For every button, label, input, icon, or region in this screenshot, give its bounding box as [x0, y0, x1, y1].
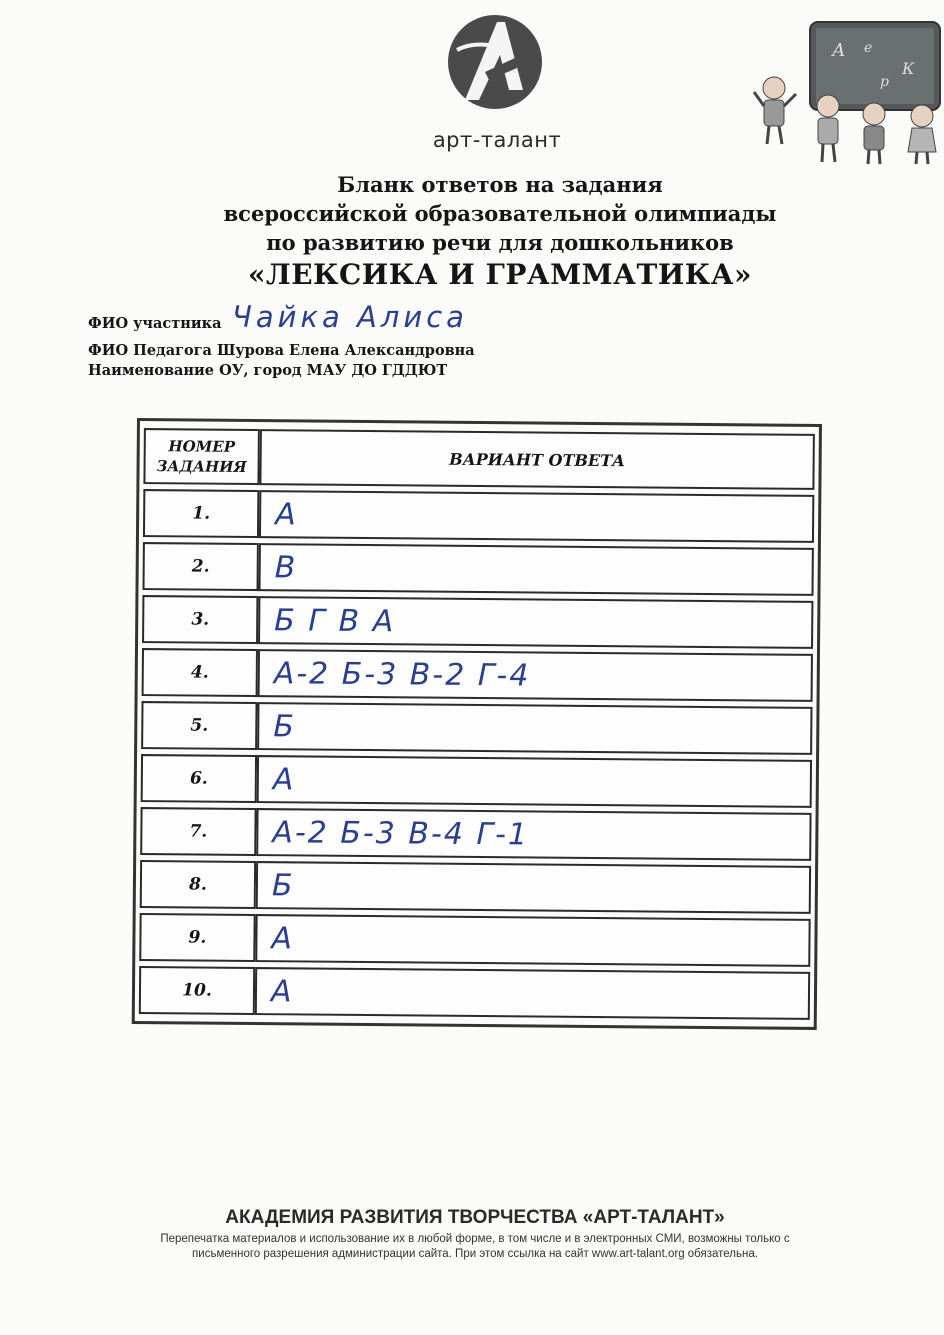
organization-label: Наименование ОУ, город: [88, 362, 302, 379]
answer-handwritten: А: [259, 490, 814, 543]
task-number: 7.: [140, 807, 256, 856]
brand-name: арт-талант: [432, 128, 562, 152]
footer-title: АКАДЕМИЯ РАЗВИТИЯ ТВОРЧЕСТВА «АРТ-ТАЛАНТ»: [225, 1207, 725, 1228]
table-row: [142, 595, 813, 649]
participant-name-handwritten: Чайка Алиса: [232, 300, 468, 334]
task-number: 6.: [141, 754, 257, 803]
table-row: [139, 913, 810, 967]
organization-field: [88, 362, 447, 379]
art-talant-logo: [445, 10, 545, 115]
footer-note: [100, 1232, 850, 1262]
teacher-field: [88, 342, 475, 359]
title-line-2: всероссийской образовательной олимпиады: [223, 201, 777, 226]
task-number: 2.: [142, 542, 258, 591]
table-row: [141, 701, 812, 755]
answer-handwritten: А: [255, 914, 810, 967]
answer-handwritten: А-2 Б-3 В-2 Г-4: [258, 649, 813, 702]
table-row: [141, 754, 812, 808]
task-number: 5.: [141, 701, 257, 750]
participant-label: ФИО участника: [88, 315, 222, 332]
teacher-value: Шурова Елена Александровна: [217, 342, 475, 359]
task-number: 1.: [143, 489, 259, 538]
task-number: 3.: [142, 595, 258, 644]
table-row: [142, 648, 813, 702]
form-title: [160, 170, 840, 293]
task-number: 4.: [142, 648, 258, 697]
table-row: [143, 489, 814, 543]
answers-table: [132, 418, 822, 1030]
answer-handwritten: А-2 Б-3 В-4 Г-1: [256, 808, 811, 861]
answer-handwritten: Б Г В А: [258, 596, 813, 649]
answer-handwritten: В: [258, 543, 813, 596]
answer-handwritten: Б: [256, 861, 811, 914]
answer-handwritten: Б: [257, 702, 812, 755]
column-header-task-number: НОМЕР ЗАДАНИЯ: [143, 428, 259, 485]
svg-text:e: e: [864, 40, 873, 56]
answer-handwritten: А: [257, 755, 812, 808]
table-row: [139, 966, 810, 1020]
task-number: 10.: [139, 966, 255, 1015]
title-main: «ЛЕКСИКА И ГРАММАТИКА»: [247, 258, 753, 291]
title-line-3: по развитию речи для дошкольников: [266, 230, 734, 255]
kids-illustration: [752, 16, 942, 166]
svg-text:А: А: [832, 40, 846, 61]
answer-handwritten: А: [255, 967, 810, 1020]
footer-note-line-1: Перепечатка материалов и использование их в любой форме, в том числе и в электронных СМИ, возможны только с: [160, 1233, 790, 1245]
table-row: [140, 807, 811, 861]
task-number: 8.: [140, 860, 256, 909]
footer-note-line-2: письменного разрешения администрации сайта. При этом ссылка на сайт www.art-talant.org обязательна.: [192, 1248, 758, 1260]
table-row: [140, 860, 811, 914]
svg-text:р: р: [880, 74, 889, 90]
title-line-1: Бланк ответов на задания: [337, 172, 663, 197]
task-number: 9.: [139, 913, 255, 962]
column-header-answer: ВАРИАНТ ОТВЕТА: [259, 429, 814, 490]
table-row: [142, 542, 813, 596]
participant-field: [88, 315, 221, 332]
table-header-row: [143, 428, 814, 490]
organization-value: МАУ ДО ГДДЮТ: [306, 362, 448, 379]
teacher-label: ФИО Педагога: [88, 342, 212, 359]
svg-text:К: К: [902, 59, 915, 78]
